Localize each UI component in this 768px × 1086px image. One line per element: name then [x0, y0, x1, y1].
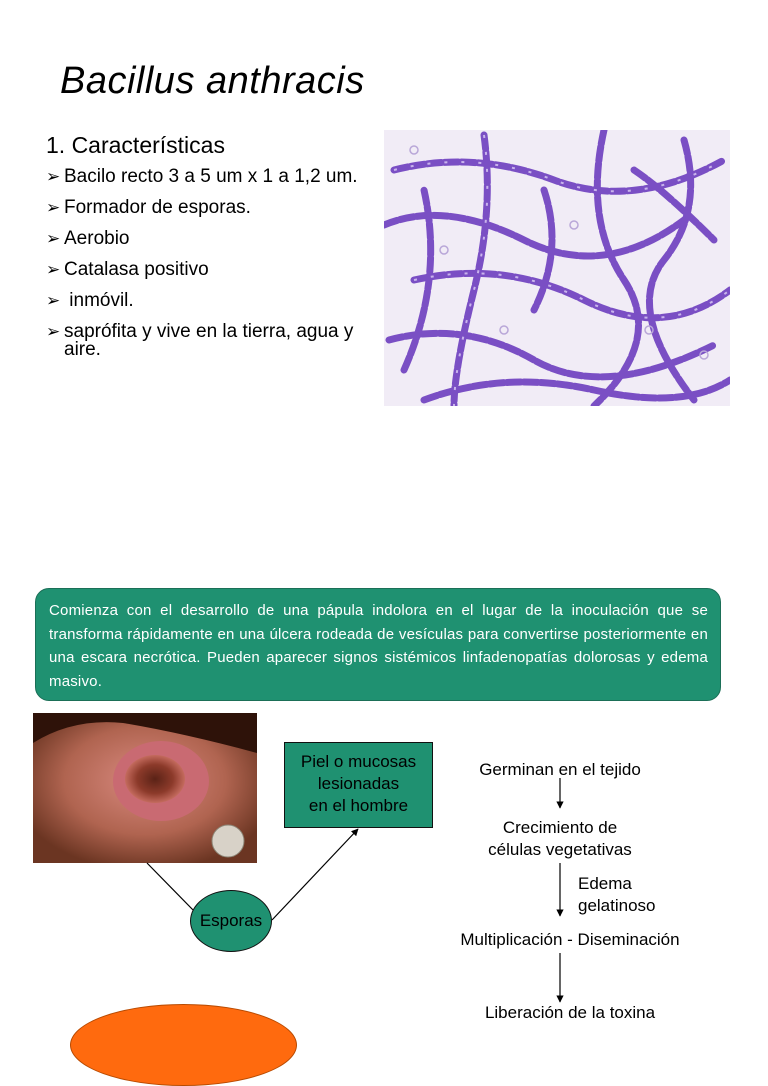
flow-side-note-edema: Edema gelatinoso — [578, 874, 656, 915]
list-item: ➢ Aerobio — [46, 228, 130, 249]
list-item: ➢ Bacilo recto 3 a 5 um x 1 a 1,2 um. — [46, 166, 358, 187]
arrow-bullet-icon: ➢ — [46, 167, 61, 186]
spores-node: Esporas — [190, 890, 272, 952]
flow-step-multiplication: Multiplicación - Diseminación — [460, 930, 680, 949]
section-heading: 1. Características — [46, 132, 225, 158]
list-item: ➢ saprófita y vive en la tierra, agua y aire. — [46, 321, 354, 360]
flow-step-germinate: Germinan en el tejido — [479, 760, 641, 779]
arrow-bullet-icon: ➢ — [46, 260, 61, 279]
flow-step-toxin-release: Liberación de la toxina — [484, 1003, 656, 1022]
list-item: ➢ Formador de esporas. — [46, 197, 251, 218]
orange-ellipse-shape — [70, 1004, 297, 1086]
arrow-bullet-icon: ➢ — [46, 198, 61, 217]
arrow-bullet-icon: ➢ — [46, 291, 61, 310]
skin-mucosa-box: Piel o mucosas lesionadas en el hombre — [284, 742, 433, 828]
list-item: ➢ Catalasa positivo — [46, 259, 209, 280]
flow-step-growth: Crecimiento de células vegetativas — [488, 818, 632, 859]
arrow-bullet-icon: ➢ — [46, 322, 61, 341]
slide-title: Bacillus anthracis — [60, 60, 365, 102]
arrow-bullet-icon: ➢ — [46, 229, 61, 248]
list-item: ➢ inmóvil. — [46, 290, 134, 311]
clinical-description-box: Comienza con el desarrollo de una pápula indolora en el lugar de la inoculación que se transforma rápidamente en una úlcera rodeada de vesículas para convertirse posteriormente en una escara necrótica. Pueden aparecer signos sistémicos linfadenopatías dolorosas y edema masivo. — [35, 588, 721, 701]
